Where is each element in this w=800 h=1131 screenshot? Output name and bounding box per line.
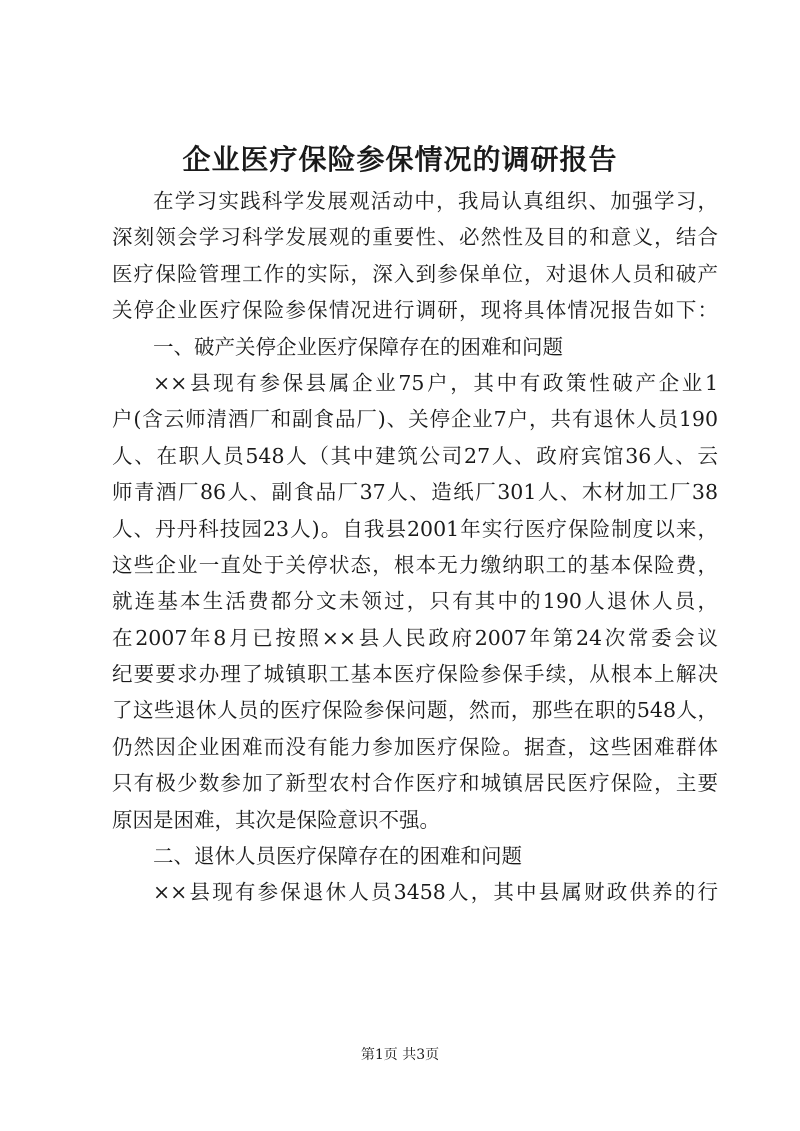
page-footer: 第1页 共3页 (360, 1047, 440, 1063)
text-line: 关停企业医疗保险参保情况进行调研，现将具体情况报告如下： (112, 298, 718, 323)
text-line: 户(含云师清酒厂和副食品厂)、关停企业7户，共有退休人员190 (112, 407, 718, 432)
document-title: 企业医疗保险参保情况的调研报告 (182, 143, 618, 176)
text-line: 这些企业一直处于关停状态，根本无力缴纳职工的基本保险费， (112, 552, 718, 577)
text-line: 师青酒厂86人、副食品厂37人、造纸厂301人、木材加工厂38 (112, 480, 718, 505)
text-line: 只有极少数参加了新型农村合作医疗和城镇居民医疗保险，主要 (112, 771, 718, 796)
document-body (112, 183, 718, 911)
text-line: ××县现有参保县属企业75户，其中有政策性破产企业1 (153, 370, 718, 395)
text-line: 人、丹丹科技园23人)。自我县2001年实行医疗保险制度以来， (112, 516, 718, 541)
text-line: 在学习实践科学发展观活动中，我局认真组织、加强学习， (153, 189, 718, 213)
section-heading: 一、破产关停企业医疗保障存在的困难和问题 (153, 334, 563, 359)
text-line: 了这些退休人员的医疗保险参保问题，然而，那些在职的548人， (112, 698, 718, 723)
text-line: 深刻领会学习科学发展观的重要性、必然性及目的和意义，结合 (112, 225, 718, 250)
section-heading: 二、退休人员医疗保障存在的困难和问题 (153, 844, 522, 869)
text-line: 人、在职人员548人（其中建筑公司27人、政府宾馆36人、云 (112, 443, 718, 468)
text-line: 原因是困难，其次是保险意识不强。 (112, 807, 440, 832)
text-line: 在2007年8月已按照××县人民政府2007年第24次常委会议 (112, 625, 718, 650)
text-line: 医疗保险管理工作的实际，深入到参保单位，对退休人员和破产 (112, 261, 718, 286)
text-line: ××县现有参保退休人员3458人，其中县属财政供养的行 (153, 880, 718, 905)
text-line: 纪要要求办理了城镇职工基本医疗保险参保手续，从根本上解决 (112, 662, 718, 687)
text-line: 就连基本生活费都分文未领过，只有其中的190人退休人员， (112, 589, 718, 614)
text-line: 仍然因企业困难而没有能力参加医疗保险。据查，这些困难群体 (112, 734, 718, 759)
